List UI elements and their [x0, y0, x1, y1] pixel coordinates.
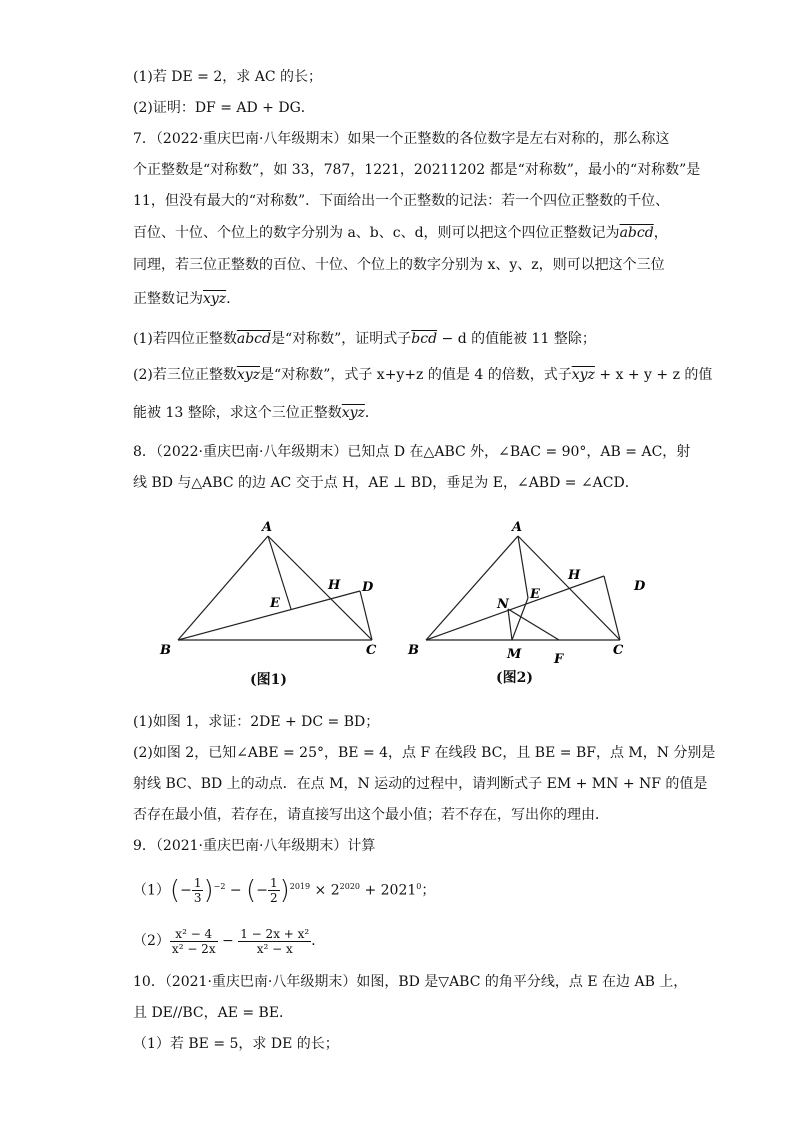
- q7-part2-cont: [133, 404, 379, 422]
- text: 是“对称数”，证明式子: [270, 331, 412, 347]
- text: 正整数记为: [133, 291, 203, 307]
- overline-number: $\overline{xyz}$: [341, 405, 365, 421]
- q9-title: 9．（2021·重庆巴南·八年级期末）计算: [133, 838, 376, 854]
- q7-line-d: [133, 224, 668, 242]
- q8-line-b: 线 BD 与△ABC 的边 AC 交于点 H，AE ⊥ BD，垂足为 E，∠ABD = ∠ACD．: [133, 475, 639, 491]
- label-b: B: [160, 643, 171, 658]
- text: 能被 13 整除，求这个三位正整数: [133, 405, 342, 421]
- denominator: 3: [193, 891, 202, 906]
- label-a: A: [512, 520, 523, 535]
- q8-line-a: 8．（2022·重庆巴南·八年级期末）已知点 D 在△ABC 外，∠BAC = 90°，AB = AC，射: [133, 444, 691, 460]
- q6-part1: (1)若 DE = 2，求 AC 的长；: [133, 69, 322, 85]
- exponent: 0: [416, 882, 422, 891]
- label-e: E: [270, 596, 280, 611]
- segment-ab: [178, 536, 268, 640]
- overline-number: $\overline{xyz}$: [571, 367, 595, 383]
- overline-number: $\overline{xyz}$: [203, 291, 227, 307]
- segment-bd: [178, 591, 360, 640]
- label-h: H: [568, 568, 581, 583]
- numerator: 1: [269, 876, 278, 891]
- label: （1）: [133, 882, 170, 899]
- q9-part2: [133, 926, 325, 956]
- label-d: D: [362, 580, 374, 595]
- denominator: x² − x: [256, 941, 293, 956]
- denominator: x² − 2x: [171, 941, 216, 956]
- exponent: 2019: [289, 882, 311, 891]
- q8-part2-a: (2)如图 2，已知∠ABE = 25°，BE = 4，点 F 在线段 BC，且 BE = BF，点 M，N 分别是: [133, 745, 716, 761]
- minus: −: [180, 882, 192, 899]
- q7-line-a: 7．（2022·重庆巴南·八年级期末）如果一个正整数的各位数字是左右对称的，那么称这: [133, 131, 670, 147]
- fraction: [192, 876, 204, 905]
- q7-part1: [133, 330, 596, 348]
- fraction: [268, 876, 280, 905]
- q8-part2-c: 否存在最小值，若存在，请直接写出这个最小值；若不存在，写出你的理由．: [133, 807, 609, 823]
- q10-part1: （1）若 BE = 5，求 DE 的长；: [133, 1036, 339, 1052]
- numerator: 1 − 2x + x²: [240, 926, 310, 941]
- text: 是“对称数”，式子 x+y+z 的值是 4 的倍数，式子: [260, 367, 572, 383]
- text: ．: [364, 405, 379, 421]
- exponent: −2: [213, 882, 226, 891]
- text: − d 的值能被 11 整除；: [437, 331, 596, 347]
- text: + x + y + z 的值: [594, 367, 713, 383]
- overline-number: abcd: [619, 225, 654, 241]
- operator: −: [217, 933, 239, 949]
- segment-nf: [508, 609, 559, 640]
- q10-line-b: 且 DE//BC，AE = BE．: [133, 1005, 294, 1021]
- minus: −: [256, 882, 268, 899]
- text: ．: [226, 291, 241, 307]
- figure-1-diagram: [150, 515, 390, 665]
- overline-number: $\overline{xyz}$: [236, 367, 261, 383]
- segment-ac: [268, 536, 372, 640]
- segment-mn: [508, 609, 512, 640]
- label-a: A: [262, 520, 273, 535]
- label-d: D: [634, 579, 646, 594]
- label-c: C: [613, 643, 624, 658]
- q7-line-b: 个正整数是“对称数”，如 33，787，1221，20211202 都是“对称数”，最小的“对称数”是: [133, 162, 701, 178]
- label-n: N: [497, 597, 509, 612]
- text: ，: [653, 225, 668, 241]
- q7-line-e: 同理，若三位正整数的百位、十位、个位上的数字分别为 x、y、z，则可以把这个三位: [133, 257, 665, 273]
- denominator: 2: [269, 891, 278, 906]
- text: 百位、十位、个位上的数字分别为 a、b、c、d，则可以把这个四位正整数记为: [133, 225, 620, 241]
- segment-ab: [426, 536, 518, 640]
- label-e: E: [530, 587, 540, 602]
- q8-part2-b: 射线 BC、BD 上的动点．在点 M，N 运动的过程中，请判断式子 EM + MN + NF 的值是: [133, 776, 708, 792]
- exponent: 2020: [339, 882, 360, 891]
- label-c: C: [366, 643, 377, 658]
- q10-line-a: 10．（2021·重庆巴南·八年级期末）如图，BD 是▽ABC 的角平分线，点 E 在边 AB 上，: [133, 974, 688, 990]
- q6-part2: (2)证明：DF = AD + DG．: [133, 100, 315, 116]
- overline-number: $\overline{bcd}$: [411, 331, 438, 347]
- text: (2)若三位正整数: [133, 367, 237, 383]
- operator: −: [229, 882, 242, 899]
- q7-part2: [133, 366, 712, 384]
- paren-close: ): [203, 875, 214, 906]
- segment-dc: [360, 591, 372, 640]
- fraction: [238, 927, 311, 956]
- label-m: M: [507, 647, 522, 662]
- text: ．: [311, 933, 326, 949]
- q8-part1: (1)如图 1，求证：2DE + DC = BD；: [133, 714, 380, 730]
- label: （2）: [133, 933, 170, 949]
- overline-number: abcd: [236, 331, 271, 347]
- q7-line-c: 11，但没有最大的“对称数”．下面给出一个正整数的记法：若一个四位正整数的千位、: [133, 193, 670, 209]
- text: ；: [421, 882, 436, 899]
- figure-1-caption: (图1): [250, 672, 287, 688]
- text: + 2021: [360, 882, 417, 899]
- q9-part1: [133, 872, 435, 906]
- segment-bd: [426, 576, 604, 640]
- figure-2-diagram: [400, 515, 660, 665]
- label-f: F: [554, 652, 564, 665]
- paren-open: (: [246, 875, 257, 906]
- text: × 2: [314, 882, 340, 899]
- q7-line-f: [133, 290, 240, 308]
- numerator: x² − 4: [170, 927, 218, 942]
- segment-dc: [604, 576, 620, 640]
- paren-close: ): [279, 875, 290, 906]
- label-b: B: [408, 643, 419, 658]
- label-h: H: [328, 578, 341, 593]
- text: (1)若四位正整数: [133, 331, 237, 347]
- figure-2-caption: (图2): [496, 670, 533, 686]
- fraction: [170, 927, 218, 956]
- paren-open: (: [169, 875, 181, 906]
- numerator: 1: [193, 876, 202, 891]
